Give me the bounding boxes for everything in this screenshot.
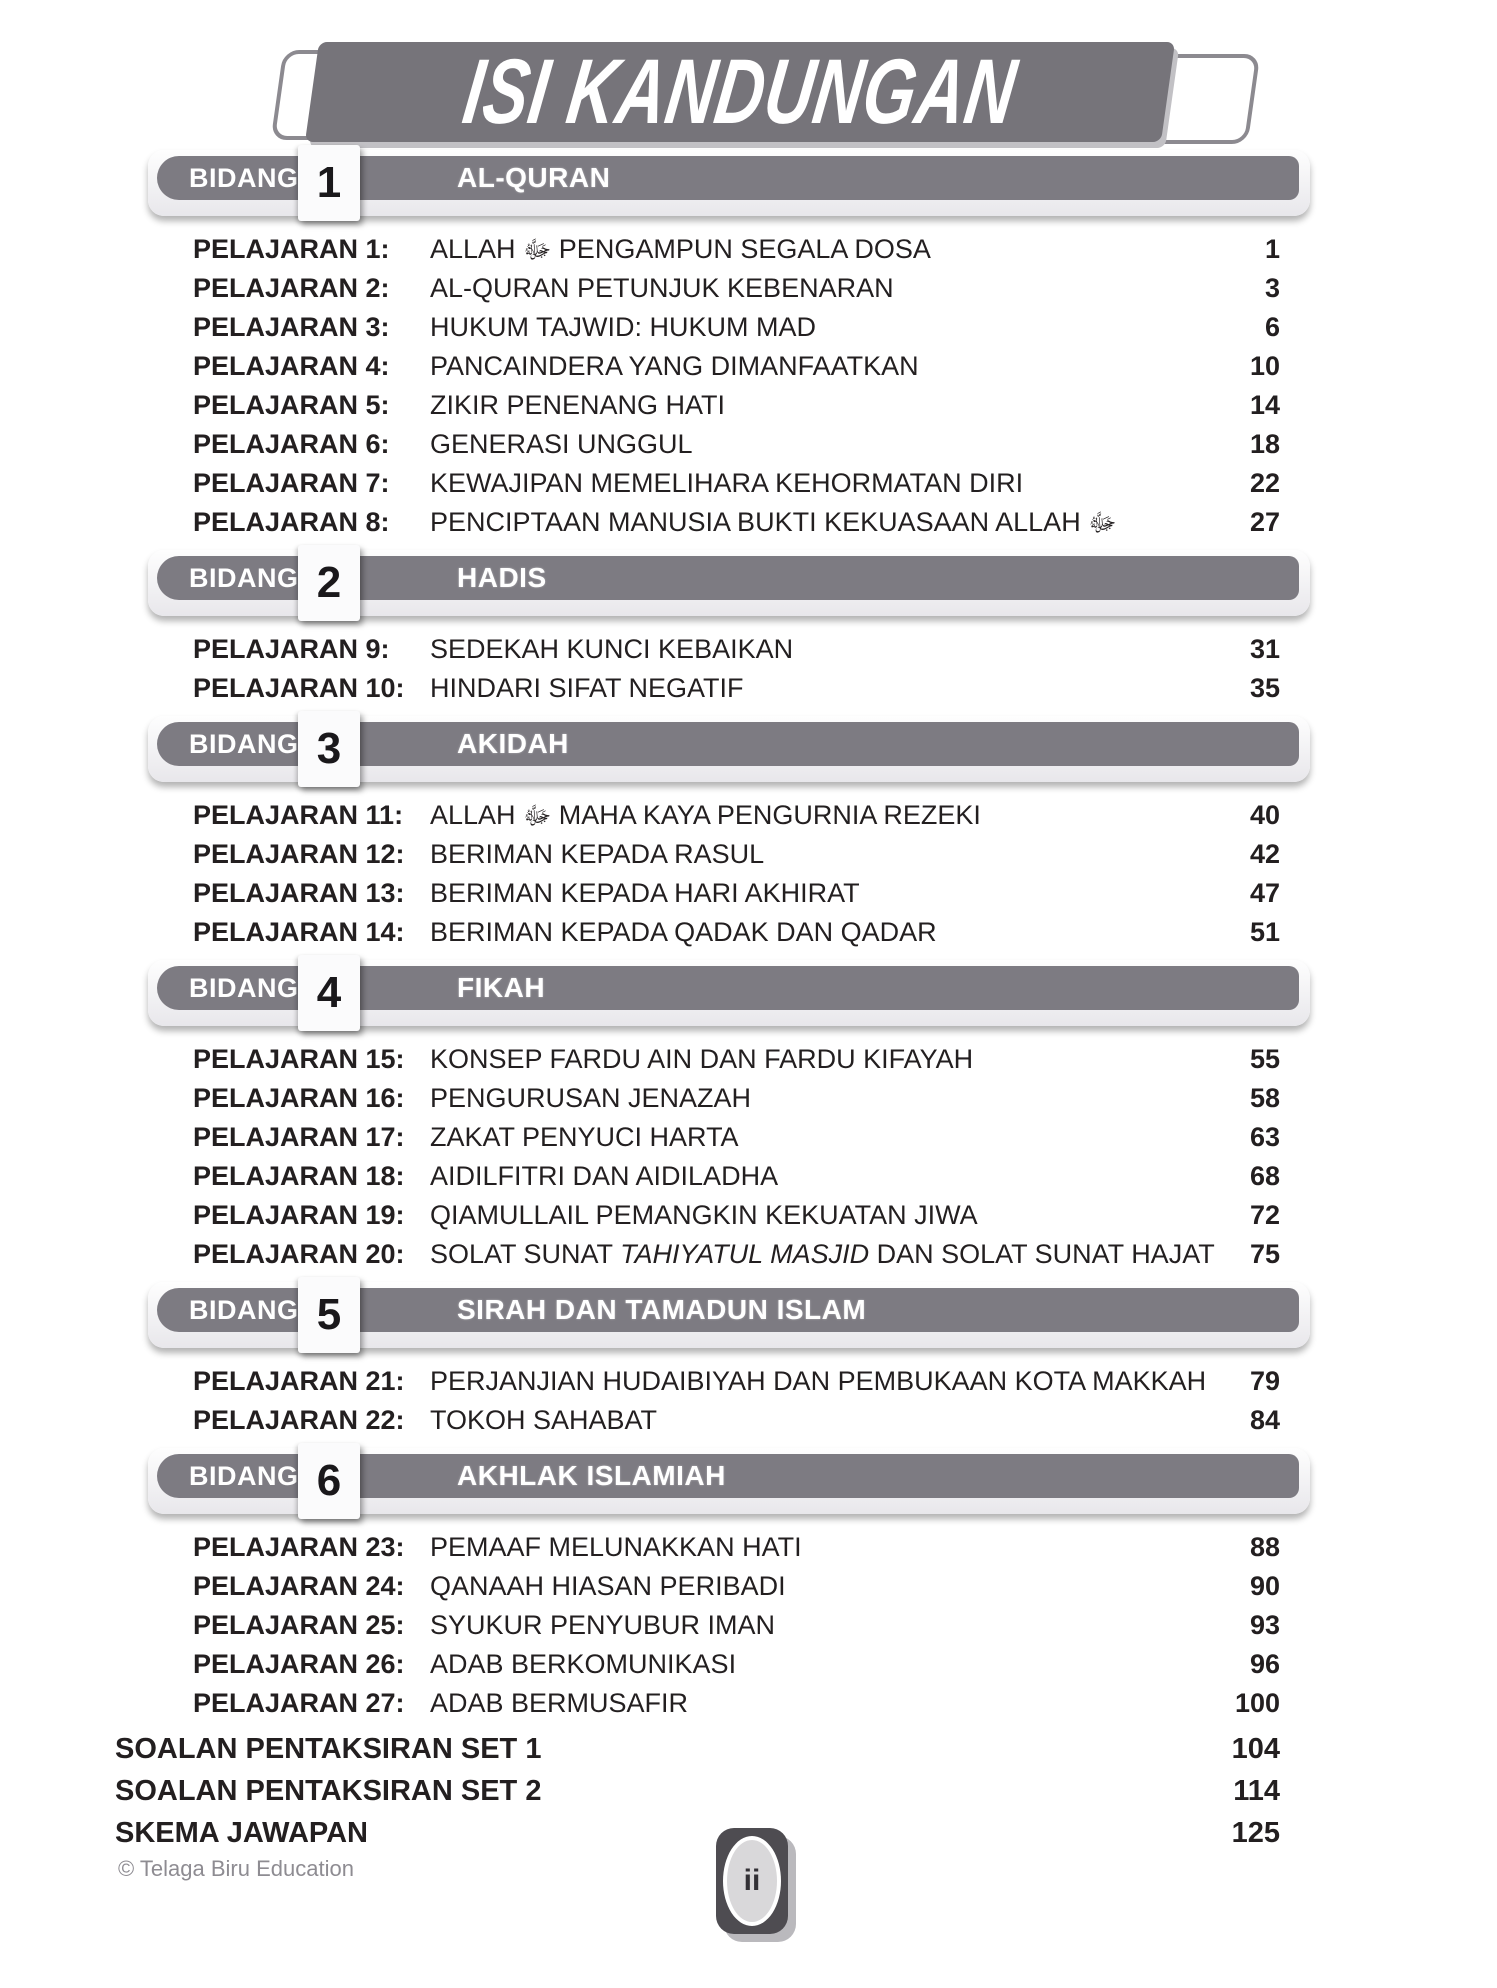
entry-page-number: 22 <box>1249 468 1280 498</box>
toc-entry-row <box>193 917 1280 956</box>
bottom-row-label: SOALAN PENTAKSIRAN SET 1 <box>115 1733 542 1765</box>
entry-label: PELAJARAN 15: <box>193 1044 405 1074</box>
entry-page-number: 47 <box>1249 878 1280 908</box>
bottom-row-label: SOALAN PENTAKSIRAN SET 2 <box>115 1775 542 1807</box>
calligraphy-symbol: ﷻ <box>523 802 552 830</box>
toc-entry-row <box>193 1405 1280 1444</box>
section-title: AL-QURAN <box>457 162 611 193</box>
section-bidang-label: BIDANG <box>189 163 299 193</box>
section-header-bar <box>148 1448 1310 1514</box>
entry-page-number: 96 <box>1249 1649 1280 1679</box>
entry-label: PELAJARAN 1: <box>193 234 390 264</box>
section-bidang-label: BIDANG <box>189 729 299 759</box>
entry-title: PANCAINDERA YANG DIMANFAATKAN <box>430 351 919 381</box>
entry-title: ALLAH ﷻ MAHA KAYA PENGURNIA REZEKI <box>430 800 981 830</box>
toc-entry-row <box>193 351 1280 390</box>
entry-title: QIAMULLAIL PEMANGKIN KEKUATAN JIWA <box>430 1200 978 1230</box>
bottom-row-soalan-set-2 <box>115 1775 1280 1817</box>
entry-title: ADAB BERKOMUNIKASI <box>430 1649 737 1679</box>
section-number-box <box>298 1443 360 1519</box>
toc-entry-row <box>193 429 1280 468</box>
entry-title: BERIMAN KEPADA RASUL <box>430 839 765 869</box>
toc-section <box>115 960 1310 1278</box>
entry-label: PELAJARAN 2: <box>193 273 390 303</box>
toc-entry-row <box>193 1083 1280 1122</box>
entry-title: ZAKAT PENYUCI HARTA <box>430 1122 739 1152</box>
section-title: HADIS <box>457 562 547 593</box>
page-title-banner <box>305 42 1175 142</box>
section-number-box <box>298 545 360 621</box>
page-title: ISI KANDUNGAN <box>457 40 1023 143</box>
entry-page-number: 75 <box>1249 1239 1280 1269</box>
section-number-box <box>298 711 360 787</box>
entry-page-number: 35 <box>1249 673 1280 703</box>
toc-entry-row <box>193 1366 1280 1405</box>
entry-label: PELAJARAN 26: <box>193 1649 405 1679</box>
entry-page-number: 79 <box>1249 1366 1280 1396</box>
entry-label: PELAJARAN 24: <box>193 1571 405 1601</box>
entry-title: TOKOH SAHABAT <box>430 1405 658 1435</box>
entry-label: PELAJARAN 10: <box>193 673 405 703</box>
entry-label: PELAJARAN 7: <box>193 468 390 498</box>
toc-entry-row <box>193 673 1280 712</box>
entry-page-number: 63 <box>1249 1122 1280 1152</box>
entry-title: ADAB BERMUSAFIR <box>430 1688 689 1718</box>
toc-section <box>115 1448 1310 1727</box>
toc-section <box>115 150 1310 546</box>
toc-entry-row <box>193 634 1280 673</box>
toc-entry-row <box>193 1044 1280 1083</box>
section-title: AKHLAK ISLAMIAH <box>457 1460 726 1491</box>
entry-title: AL-QURAN PETUNJUK KEBENARAN <box>430 273 894 303</box>
entry-label: PELAJARAN 8: <box>193 507 390 537</box>
toc-entry-row <box>193 800 1280 839</box>
entry-label: PELAJARAN 9: <box>193 634 390 664</box>
copyright-text: © Telaga Biru Education <box>118 1856 354 1881</box>
section-number: 6 <box>316 1456 342 1505</box>
entry-label: PELAJARAN 21: <box>193 1366 405 1396</box>
entry-title: BERIMAN KEPADA QADAK DAN QADAR <box>430 917 937 947</box>
toc-section <box>115 550 1310 712</box>
bottom-row-label: SKEMA JAWAPAN <box>115 1817 368 1849</box>
entry-label: PELAJARAN 16: <box>193 1083 405 1113</box>
entry-title: ALLAH ﷻ PENGAMPUN SEGALA DOSA <box>430 234 931 264</box>
section-number: 2 <box>316 558 342 607</box>
entry-title: SYUKUR PENYUBUR IMAN <box>430 1610 776 1640</box>
sections-list <box>115 150 1310 1727</box>
toc-content <box>115 146 1310 1859</box>
toc-entry-row <box>193 839 1280 878</box>
toc-entry-row <box>193 1239 1280 1278</box>
section-number: 5 <box>316 1290 342 1339</box>
entry-page-number: 6 <box>1264 312 1280 342</box>
section-number-box <box>298 955 360 1031</box>
page-number-badge-oval <box>723 1836 781 1926</box>
entry-label: PELAJARAN 27: <box>193 1688 405 1718</box>
entry-page-number: 42 <box>1249 839 1280 869</box>
entry-page-number: 1 <box>1264 234 1280 264</box>
section-header-bar <box>148 550 1310 616</box>
toc-entry-row <box>193 234 1280 273</box>
entry-page-number: 72 <box>1249 1200 1280 1230</box>
entry-title: KONSEP FARDU AIN DAN FARDU KIFAYAH <box>430 1044 974 1074</box>
bottom-row-page-number: 125 <box>1231 1817 1280 1849</box>
entry-label: PELAJARAN 18: <box>193 1161 405 1191</box>
entry-label: PELAJARAN 11: <box>193 800 404 830</box>
entry-label: PELAJARAN 4: <box>193 351 390 381</box>
entry-title: PEMAAF MELUNAKKAN HATI <box>430 1532 802 1562</box>
section-entries <box>115 1366 1310 1444</box>
section-entries <box>115 234 1310 546</box>
entry-page-number: 51 <box>1249 917 1280 947</box>
entry-page-number: 18 <box>1249 429 1280 459</box>
page-number: ii <box>743 1864 761 1897</box>
toc-section <box>115 716 1310 956</box>
toc-entry-row <box>193 878 1280 917</box>
entry-page-number: 100 <box>1234 1688 1280 1718</box>
page-number-badge <box>716 1828 788 1934</box>
entry-page-number: 88 <box>1249 1532 1280 1562</box>
entry-title: PENCIPTAAN MANUSIA BUKTI KEKUASAAN ALLAH ﷻ <box>430 507 1117 537</box>
section-title: FIKAH <box>457 972 546 1003</box>
entry-page-number: 90 <box>1249 1571 1280 1601</box>
toc-entry-row <box>193 390 1280 429</box>
bottom-row-page-number: 114 <box>1233 1775 1280 1807</box>
section-header-bar <box>148 716 1310 782</box>
entry-page-number: 68 <box>1249 1161 1280 1191</box>
entry-label: PELAJARAN 17: <box>193 1122 405 1152</box>
entry-title: PENGURUSAN JENAZAH <box>430 1083 752 1113</box>
entry-label: PELAJARAN 12: <box>193 839 405 869</box>
toc-entry-row <box>193 1688 1280 1727</box>
section-number: 3 <box>316 724 342 773</box>
entry-page-number: 93 <box>1249 1610 1280 1640</box>
section-entries <box>115 634 1310 712</box>
entry-page-number: 58 <box>1249 1083 1280 1113</box>
bottom-summary-rows <box>115 1727 1310 1859</box>
entry-label: PELAJARAN 20: <box>193 1239 405 1269</box>
entry-label: PELAJARAN 25: <box>193 1610 405 1640</box>
entry-page-number: 55 <box>1249 1044 1280 1074</box>
entry-title: SOLAT SUNAT TAHIYATUL MASJID DAN SOLAT SUNAT HAJAT <box>430 1239 1215 1269</box>
toc-entry-row <box>193 273 1280 312</box>
bottom-row-soalan-set-1 <box>115 1733 1280 1775</box>
entry-page-number: 27 <box>1249 507 1280 537</box>
entry-title: ZIKIR PENENANG HATI <box>430 390 726 420</box>
entry-page-number: 40 <box>1249 800 1280 830</box>
toc-entry-row <box>193 312 1280 351</box>
entry-page-number: 84 <box>1249 1405 1280 1435</box>
entry-label: PELAJARAN 3: <box>193 312 390 342</box>
entry-label: PELAJARAN 23: <box>193 1532 405 1562</box>
entry-label: PELAJARAN 14: <box>193 917 405 947</box>
toc-section <box>115 1282 1310 1444</box>
entry-title: HUKUM TAJWID: HUKUM MAD <box>430 312 816 342</box>
section-title: AKIDAH <box>457 728 569 759</box>
bottom-row-skema-jawapan <box>115 1817 1280 1859</box>
toc-entry-row <box>193 1571 1280 1610</box>
toc-entry-row <box>193 1649 1280 1688</box>
toc-entry-row <box>193 1161 1280 1200</box>
toc-entry-row <box>193 1122 1280 1161</box>
section-bidang-label: BIDANG <box>189 563 299 593</box>
section-entries <box>115 1044 1310 1278</box>
section-number-box <box>298 1277 360 1353</box>
toc-entry-row <box>193 468 1280 507</box>
section-header-bar <box>148 150 1310 216</box>
calligraphy-symbol: ﷻ <box>523 236 552 264</box>
section-bidang-label: BIDANG <box>189 973 299 1003</box>
bottom-row-page-number: 104 <box>1231 1733 1280 1765</box>
entry-label: PELAJARAN 22: <box>193 1405 405 1435</box>
entry-label: PELAJARAN 19: <box>193 1200 405 1230</box>
entry-title: GENERASI UNGGUL <box>430 429 693 459</box>
section-header-bar <box>148 960 1310 1026</box>
entry-label: PELAJARAN 5: <box>193 390 390 420</box>
section-header-bar <box>148 1282 1310 1348</box>
section-number: 1 <box>316 158 342 207</box>
entry-title: SEDEKAH KUNCI KEBAIKAN <box>430 634 794 664</box>
section-bidang-label: BIDANG <box>189 1461 299 1491</box>
section-entries <box>115 800 1310 956</box>
section-bidang-label: BIDANG <box>189 1295 299 1325</box>
toc-entry-row <box>193 1532 1280 1571</box>
entry-page-number: 31 <box>1249 634 1280 664</box>
entry-page-number: 3 <box>1264 273 1280 303</box>
section-title: SIRAH DAN TAMADUN ISLAM <box>457 1294 867 1325</box>
section-entries <box>115 1532 1310 1727</box>
entry-title: KEWAJIPAN MEMELIHARA KEHORMATAN DIRI <box>430 468 1024 498</box>
entry-title: PERJANJIAN HUDAIBIYAH DAN PEMBUKAAN KOTA MAKKAH <box>430 1366 1207 1396</box>
entry-page-number: 10 <box>1249 351 1280 381</box>
toc-entry-row <box>193 1200 1280 1239</box>
entry-label: PELAJARAN 6: <box>193 429 390 459</box>
section-number: 4 <box>316 968 342 1017</box>
toc-entry-row <box>193 507 1280 546</box>
calligraphy-symbol: ﷻ <box>1088 509 1117 537</box>
entry-title: BERIMAN KEPADA HARI AKHIRAT <box>430 878 860 908</box>
entry-title: QANAAH HIASAN PERIBADI <box>430 1571 786 1601</box>
entry-title: HINDARI SIFAT NEGATIF <box>430 673 744 703</box>
entry-label: PELAJARAN 13: <box>193 878 405 908</box>
toc-entry-row <box>193 1610 1280 1649</box>
section-number-box <box>298 145 360 221</box>
entry-page-number: 14 <box>1249 390 1280 420</box>
entry-title: AIDILFITRI DAN AIDILADHA <box>430 1161 779 1191</box>
